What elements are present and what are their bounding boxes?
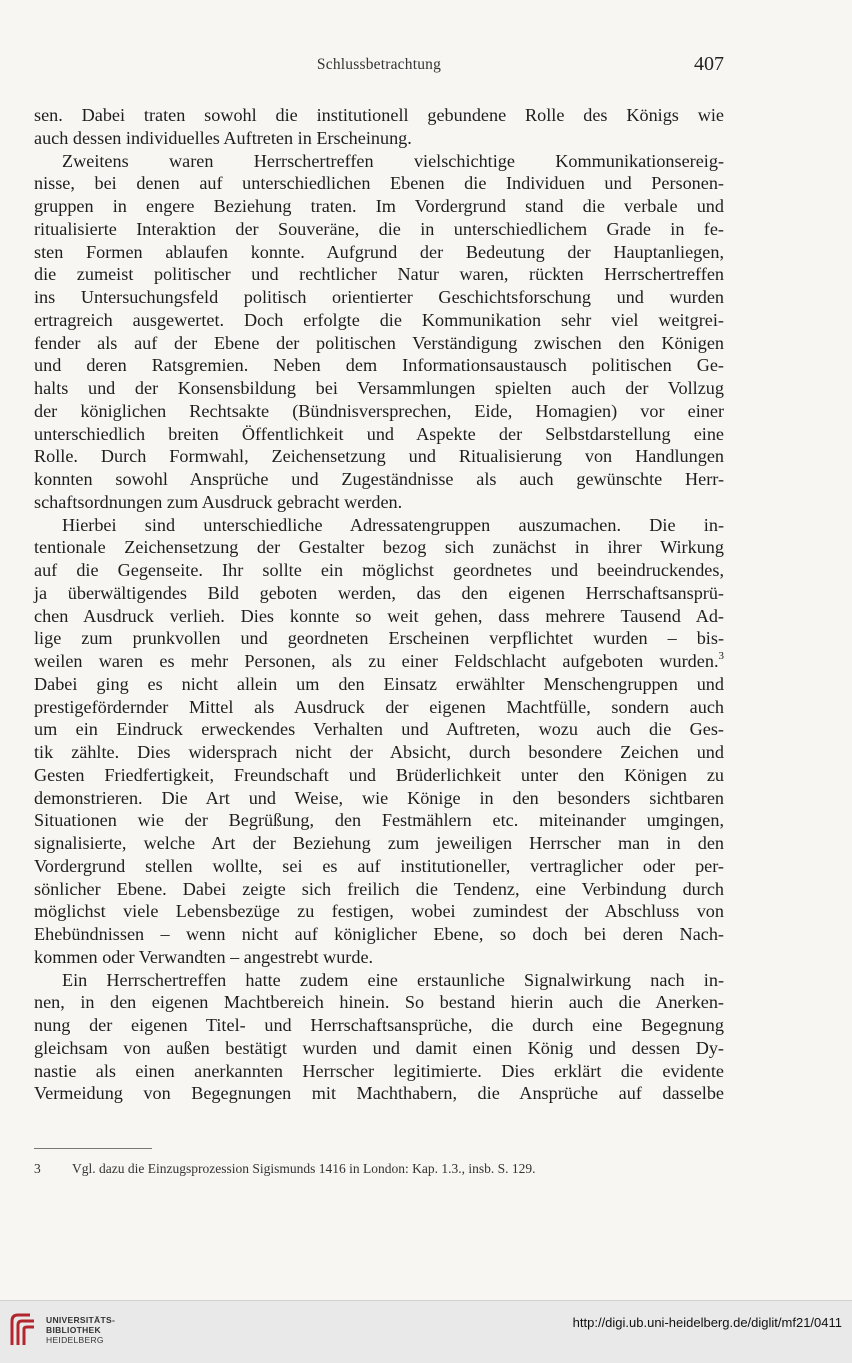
running-header [34, 53, 724, 80]
text-line: ins Untersuchungsfeld politisch orientierter Geschichtsforschung und wurden [34, 287, 724, 307]
text-line: sönlicher Ebene. Dabei zeigte sich freilich die Tendenz, eine Verbindung durch [34, 878, 724, 899]
text-line: Vordergrund stellen wollte, sei es auf institutioneller, vertraglicher oder per- [34, 855, 724, 876]
library-name [46, 1315, 115, 1345]
footnote-text: Vgl. dazu die Einzugsprozession Sigismunds 1416 in London: Kap. 1.3., insb. S. 129. [72, 1161, 536, 1176]
text-line: auf die Gegenseite. Ihr sollte ein möglichst geordnetes und beeindruckendes, [34, 560, 724, 580]
text-line: tentionale Zeichensetzung der Gestalter bezog sich zunächst in ihrer Wirkung [34, 537, 724, 558]
text-line: sten Formen ablaufen konnte. Aufgrund der Bedeutung der Hauptanliegen, [34, 241, 724, 262]
text-line: ja überwältigendes Bild geboten werden, das den eigenen Herrschaftsansprü- [34, 582, 724, 603]
text-line: Dabei ging es nicht allein um den Einsatz erwählter Menschengruppen und [34, 673, 724, 694]
text-line-content: weilen waren es mehr Personen, als zu einer Feldschlacht aufgeboten wurden. [34, 651, 719, 671]
text-line: demonstrieren. Die Art und Weise, wie Könige in den besonders sichtbaren [34, 787, 724, 808]
text-line: der königlichen Rechtsakte (Bündnisversprechen, Eide, Homagien) vor einer [34, 400, 724, 421]
text-line: kommen oder Verwandten – angestrebt wurde. [34, 946, 374, 967]
text-line: ertragreich ausgewertet. Doch erfolgte die Kommunikation sehr viel weitgrei- [34, 309, 724, 330]
text-line: lige zum prunkvollen und geordneten Erscheinen verpflichtet wurden – bis- [34, 628, 724, 649]
body-text [34, 104, 724, 1105]
text-line: Ein Herrschertreffen hatte zudem eine erstaunliche Signalwirkung nach in- [62, 969, 724, 990]
footnote-number: 3 [34, 1161, 41, 1176]
text-line: schaftsordnungen zum Ausdruck gebracht werden. [34, 491, 403, 512]
text-line: Gesten Friedfertigkeit, Freundschaft und Brüderlichkeit unter den Königen zu [34, 764, 724, 785]
text-line: die zumeist politischer und rechtlicher Natur waren, rückten Herrschertreffen [34, 264, 724, 285]
text-line: fender als auf der Ebene der politischen Verständigung zwischen den Königen [34, 332, 724, 353]
page-number: 407 [694, 53, 724, 75]
text-line: Vermeidung von Begegnungen mit Machthabern, die Ansprüche auf dasselbe [34, 1083, 724, 1104]
text-line: nung der eigenen Titel- und Herrschaftsansprüche, die durch eine Begegnung [34, 1015, 724, 1035]
running-title: Schlussbetrachtung [316, 56, 442, 73]
library-name-line: HEIDELBERG [46, 1335, 104, 1345]
text-line: Situationen wie der Begrüßung, den Festmählern etc. miteinander umgingen, [34, 810, 724, 831]
text-line: tik zählte. Dies widersprach nicht der Absicht, durch besondere Zeichen und [34, 742, 724, 762]
text-line: unterschiedlich breiten Öffentlichkeit und Aspekte der Selbstdarstellung eine [34, 423, 724, 444]
text-line: chen Ausdruck verlieh. Dies konnte so weit gehen, dass mehrere Tausend Ad- [34, 605, 724, 626]
text-line: Hierbei sind unterschiedliche Adressatengruppen auszumachen. Die in- [62, 514, 724, 535]
footnote [34, 1161, 724, 1177]
text-line: auch dessen individuelles Auftreten in Erscheinung. [34, 127, 412, 148]
university-library-logo-icon [8, 1311, 38, 1349]
text-line: um ein Eindruck erweckendes Verhalten und Auftreten, wozu auch die Ges- [34, 719, 724, 740]
text-line: konnten sowohl Ansprüche und Zugeständnisse als auch gewünschte Herr- [34, 469, 724, 489]
text-line: gruppen in engere Beziehung traten. Im Vordergrund stand die verbale und [34, 196, 724, 216]
library-footer-bar [0, 1300, 852, 1363]
text-line: möglichst viele Lebensbezüge zu festigen, wobei zumindest der Abschluss von [34, 901, 724, 922]
text-line-with-footnote [34, 650, 724, 673]
permalink-url[interactable]: http://digi.ub.uni-heidelberg.de/diglit/mf21/0411 [572, 1315, 842, 1330]
library-name-line: BIBLIOTHEK [46, 1325, 101, 1335]
text-line: ritualisierte Interaktion der Souveräne, die in unterschiedlichem Grade in fe- [34, 218, 724, 239]
text-line: nastie als einen anerkannten Herrscher legitimierte. Dies erklärt die evidente [34, 1060, 724, 1081]
text-line: nisse, bei denen auf unterschiedlichen Ebenen die Individuen und Personen- [34, 173, 724, 194]
text-line: halts und der Konsensbildung bei Versammlungen spielten auch der Vollzug [34, 378, 724, 398]
text-line: nen, in den eigenen Machtbereich hinein. So bestand hierin auch die Anerken- [34, 992, 724, 1013]
text-line: Ehebündnissen – wenn nicht auf königlicher Ebene, so doch bei deren Nach- [34, 924, 724, 944]
library-name-line: UNIVERSITÄTS- [46, 1315, 116, 1325]
footnote-divider [34, 1148, 152, 1149]
text-line: gleichsam von außen bestätigt wurden und damit einen König und dessen Dy- [34, 1037, 724, 1058]
footnote-marker: 3 [718, 650, 724, 662]
text-line: sen. Dabei traten sowohl die institutionell gebundene Rolle des Königs wie [34, 105, 724, 125]
text-line: Zweitens waren Herrschertreffen vielschichtige Kommunikationsereig- [62, 150, 724, 171]
text-line: signalisierte, welche Art der Beziehung zum jeweiligen Herrscher man in den [34, 833, 724, 853]
text-line: prestigefördernder Mittel als Ausdruck der eigenen Machtfülle, sondern auch [34, 696, 724, 717]
text-line: und deren Ratsgremien. Neben dem Informationsaustausch politischen Ge- [34, 355, 724, 376]
text-line: Rolle. Durch Formwahl, Zeichensetzung und Ritualisierung von Handlungen [34, 446, 724, 467]
